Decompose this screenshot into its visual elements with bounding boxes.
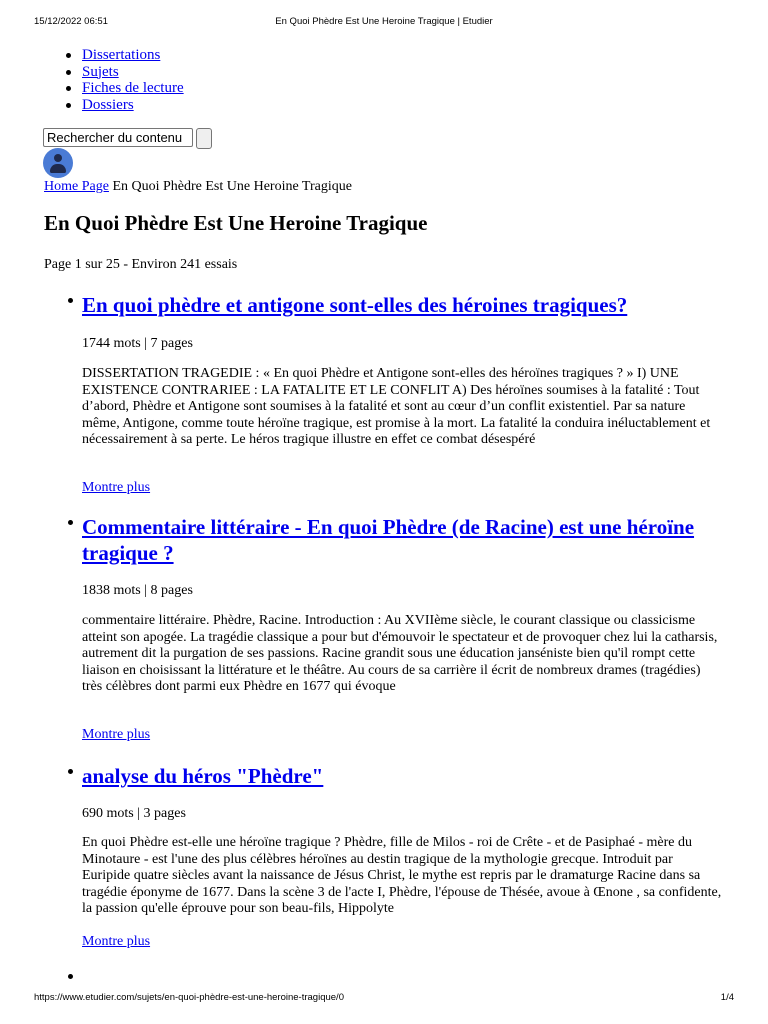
results-count: Page 1 sur 25 - Environ 241 essais xyxy=(44,257,238,272)
list-bullet xyxy=(68,298,73,303)
result-title-link[interactable]: Commentaire littéraire - En quoi Phèdre (de Racine) est une héroïne tragique ? xyxy=(82,515,695,565)
result-title xyxy=(82,292,702,318)
result-title xyxy=(82,763,702,789)
list-bullet xyxy=(68,769,73,774)
nav-link-fiches-de-lecture[interactable]: Fiches de lecture xyxy=(82,80,184,96)
result-title-link[interactable]: analyse du héros "Phèdre" xyxy=(82,764,324,788)
search-input[interactable] xyxy=(43,128,193,147)
breadcrumb-current: En Quoi Phèdre Est Une Heroine Tragique xyxy=(112,179,352,194)
result-excerpt: DISSERTATION TRAGEDIE : « En quoi Phèdre et Antigone sont-elles des héroïnes tragiques ? » I) UNE EXISTENCE CONTRARIEE : LA FATALITE ET LE CONFLIT A) Des héroïnes soumises à la fatalité : Tout d’abord, Phèdre et Antigone sont soumises à la fatalité et sont au cœur d’un conflit existentiel. Par sa nature même, Antigone, comme toute héroïne tragique, est promise à la mort. La fatalité la conduira inéluctablement et nécessairement à sa perte. Le héros tragique illustre en effet ce combat désespéré xyxy=(82,366,711,447)
show-more-link[interactable]: Montre plus xyxy=(82,480,151,495)
avatar-body xyxy=(50,164,66,173)
nav-link-sujets[interactable]: Sujets xyxy=(82,63,119,80)
result-meta: 690 mots | 3 pages xyxy=(82,806,186,821)
print-date: 15/12/2022 06:51 xyxy=(34,16,108,27)
page-title: En Quoi Phèdre Est Une Heroine Tragique xyxy=(44,211,428,235)
print-page-number: 1/4 xyxy=(720,992,734,1003)
nav-item-dossiers xyxy=(44,97,184,114)
print-header xyxy=(34,16,734,30)
search-button[interactable] xyxy=(196,128,212,149)
user-icon[interactable] xyxy=(43,148,73,178)
nav-link-dissertations[interactable]: Dissertations xyxy=(82,47,161,63)
breadcrumb-home-link[interactable]: Home Page xyxy=(44,179,109,194)
print-url: https://www.etudier.com/sujets/en-quoi-phèdre-est-une-heroine-tragique/0 xyxy=(34,992,344,1003)
result-excerpt: commentaire littéraire. Phèdre, Racine. Introduction : Au XVIIème siècle, le courant classique ou classicisme atteint son apogée. La tragédie classique a pour but d'émouvoir le spectateur et de provoquer chez lui la catharsis, autrement dit la purgation de ses passions. Racine grandit sous une éducation janséniste bien qu'il rompt cette liaison en choisissant la littérature et le théâtre. Au cours de sa carrière il écrit de nombreux drames (tragédies) très célèbres dont parmi eux Phèdre en 1677 qui évoque xyxy=(82,613,718,694)
avatar-head xyxy=(54,154,62,162)
search-form xyxy=(43,128,193,147)
main-nav xyxy=(44,47,184,113)
result-title xyxy=(82,514,702,566)
list-bullet xyxy=(68,520,73,525)
nav-item-dissertations xyxy=(44,47,184,64)
result-meta: 1744 mots | 7 pages xyxy=(82,336,193,351)
result-title-link[interactable]: En quoi phèdre et antigone sont-elles des héroines tragiques? xyxy=(82,293,628,317)
print-footer xyxy=(34,992,734,1006)
result-excerpt: En quoi Phèdre est-elle une héroïne tragique ? Phèdre, fille de Milos - roi de Crête - et de Pasiphaé - mère du Minotaure - est l'une des plus célèbres héroïnes au destin tragique de la mythologie grecque. Introduit par Euripide quatre siècles avant la naissance de Jésus Christ, le mythe est repris par le dramaturge Racine dans sa tragédie éponyme de 1677. Dans la scène 3 de l'acte I, Phèdre, l'épouse de Thésée, avoue à Œnone , sa confidente, la passion qu'elle éprouve pour son beau-fils, Hippolyte xyxy=(82,835,722,916)
print-page-title: En Quoi Phèdre Est Une Heroine Tragique | Etudier xyxy=(275,16,493,27)
nav-link-dossiers[interactable]: Dossiers xyxy=(82,96,134,113)
nav-item-sujets xyxy=(44,64,184,81)
list-bullet xyxy=(68,974,73,979)
breadcrumb xyxy=(44,179,352,195)
nav-item-fiches xyxy=(44,80,184,97)
result-meta: 1838 mots | 8 pages xyxy=(82,583,193,598)
show-more-link[interactable]: Montre plus xyxy=(82,934,151,949)
show-more-link[interactable]: Montre plus xyxy=(82,727,151,742)
